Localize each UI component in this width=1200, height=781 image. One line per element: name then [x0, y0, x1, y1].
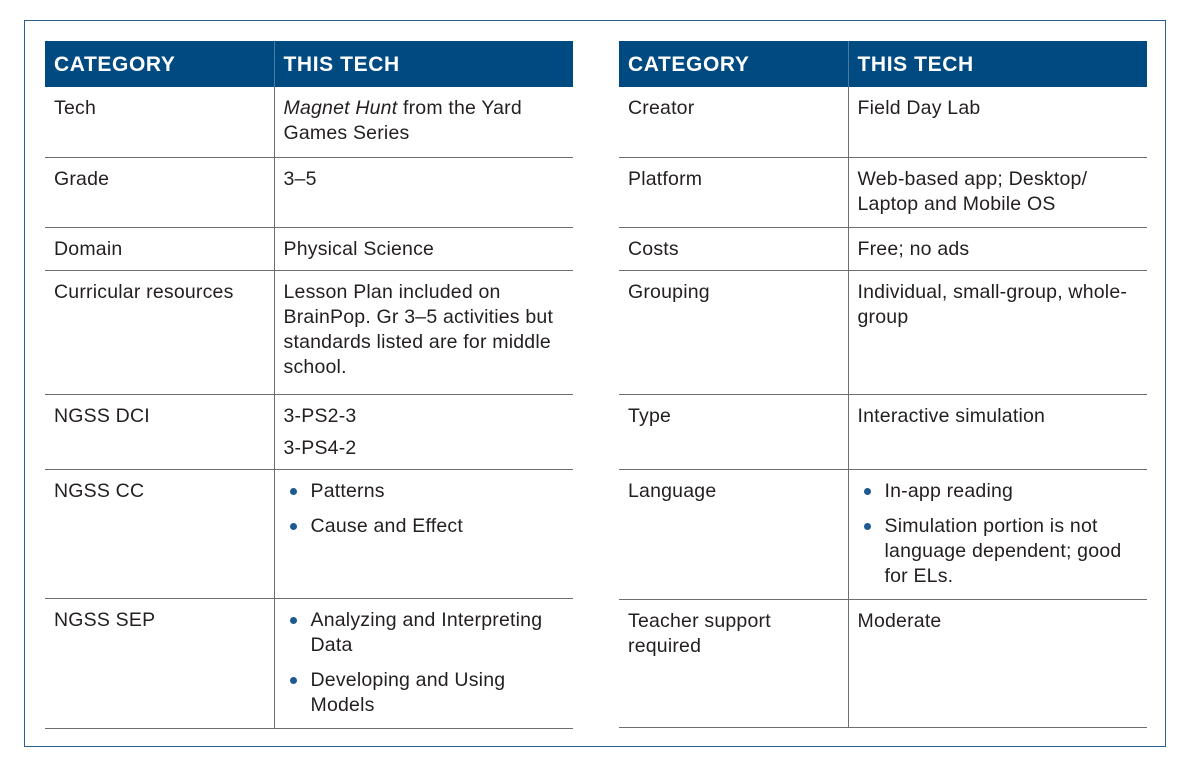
- table-row: [45, 87, 573, 157]
- row-value: [274, 598, 573, 728]
- list-item-text: Simulation portion is not language dependent; good for ELs.: [884, 514, 1122, 587]
- row-label: NGSS SEP: [45, 598, 274, 728]
- row-value: [274, 87, 573, 157]
- header-row: [619, 41, 1147, 87]
- bullet-icon: [290, 617, 297, 624]
- table-row: [619, 599, 1147, 727]
- row-label: Grouping: [619, 270, 848, 394]
- tech-title: Magnet Hunt: [283, 97, 398, 119]
- table-row: [45, 227, 573, 270]
- row-label: Type: [619, 394, 848, 469]
- list-item-text: Patterns: [310, 479, 385, 502]
- row-label: Costs: [619, 227, 848, 270]
- bullet-icon: [864, 488, 871, 495]
- row-value: Physical Science: [274, 227, 573, 270]
- dci-code: 3-PS2-3: [283, 404, 357, 427]
- row-label: NGSS DCI: [45, 394, 274, 469]
- list-item: [858, 479, 1139, 504]
- row-value: Free; no ads: [848, 227, 1147, 270]
- bullet-list: [284, 608, 565, 718]
- list-item-text: Analyzing and Interpreting Data: [310, 608, 543, 656]
- table-row: [619, 469, 1147, 599]
- row-value: [274, 469, 573, 598]
- row-label: Curricular resources: [45, 270, 274, 394]
- dci-code: 3-PS4-2: [283, 436, 357, 459]
- list-item: [858, 514, 1139, 589]
- table-row: [619, 394, 1147, 469]
- table-row: [45, 270, 573, 394]
- row-label: NGSS CC: [45, 469, 274, 598]
- row-label: Domain: [45, 227, 274, 270]
- row-value: Field Day Lab: [848, 87, 1147, 157]
- bullet-icon: [290, 488, 297, 495]
- header-this-tech: THIS TECH: [274, 41, 573, 87]
- list-item: [284, 514, 565, 539]
- bullet-icon: [290, 523, 297, 530]
- row-label: Creator: [619, 87, 848, 157]
- row-label: Tech: [45, 87, 274, 157]
- row-value: Individual, small-group, whole-group: [848, 270, 1147, 394]
- row-value: [274, 394, 573, 469]
- row-label: Platform: [619, 157, 848, 227]
- right-info-table: [619, 41, 1147, 728]
- bullet-icon: [864, 523, 871, 530]
- row-value: Moderate: [848, 599, 1147, 727]
- row-label: Language: [619, 469, 848, 599]
- header-this-tech: THIS TECH: [848, 41, 1147, 87]
- row-value: 3–5: [274, 157, 573, 227]
- left-info-table: [45, 41, 573, 729]
- table-row: [619, 157, 1147, 227]
- header-category: CATEGORY: [45, 41, 274, 87]
- list-item-text: Developing and Using Models: [310, 668, 506, 716]
- table-row: [45, 157, 573, 227]
- row-value: [848, 469, 1147, 599]
- table-row: [619, 227, 1147, 270]
- bullet-icon: [290, 677, 297, 684]
- bullet-list: [858, 479, 1139, 589]
- row-label: Grade: [45, 157, 274, 227]
- row-value: Interactive simulation: [848, 394, 1147, 469]
- list-item-text: Cause and Effect: [310, 514, 463, 537]
- table-row: [619, 270, 1147, 394]
- list-item: [284, 668, 565, 718]
- header-category: CATEGORY: [619, 41, 848, 87]
- bullet-list: [284, 479, 565, 539]
- tech-series: from the Yard Games Series: [283, 97, 522, 144]
- row-label: Teacher support required: [619, 599, 848, 727]
- header-row: [45, 41, 573, 87]
- table-row: [45, 598, 573, 728]
- table-row: [45, 394, 573, 469]
- row-value: Web-based app; Desktop/ Laptop and Mobile OS: [848, 157, 1147, 227]
- list-item: [284, 479, 565, 504]
- list-item-text: In-app reading: [884, 479, 1014, 502]
- table-row: [619, 87, 1147, 157]
- list-item: [284, 608, 565, 658]
- table-row: [45, 469, 573, 598]
- row-value: Lesson Plan included on BrainPop. Gr 3–5 activities but standards listed are for middle school.: [274, 270, 573, 394]
